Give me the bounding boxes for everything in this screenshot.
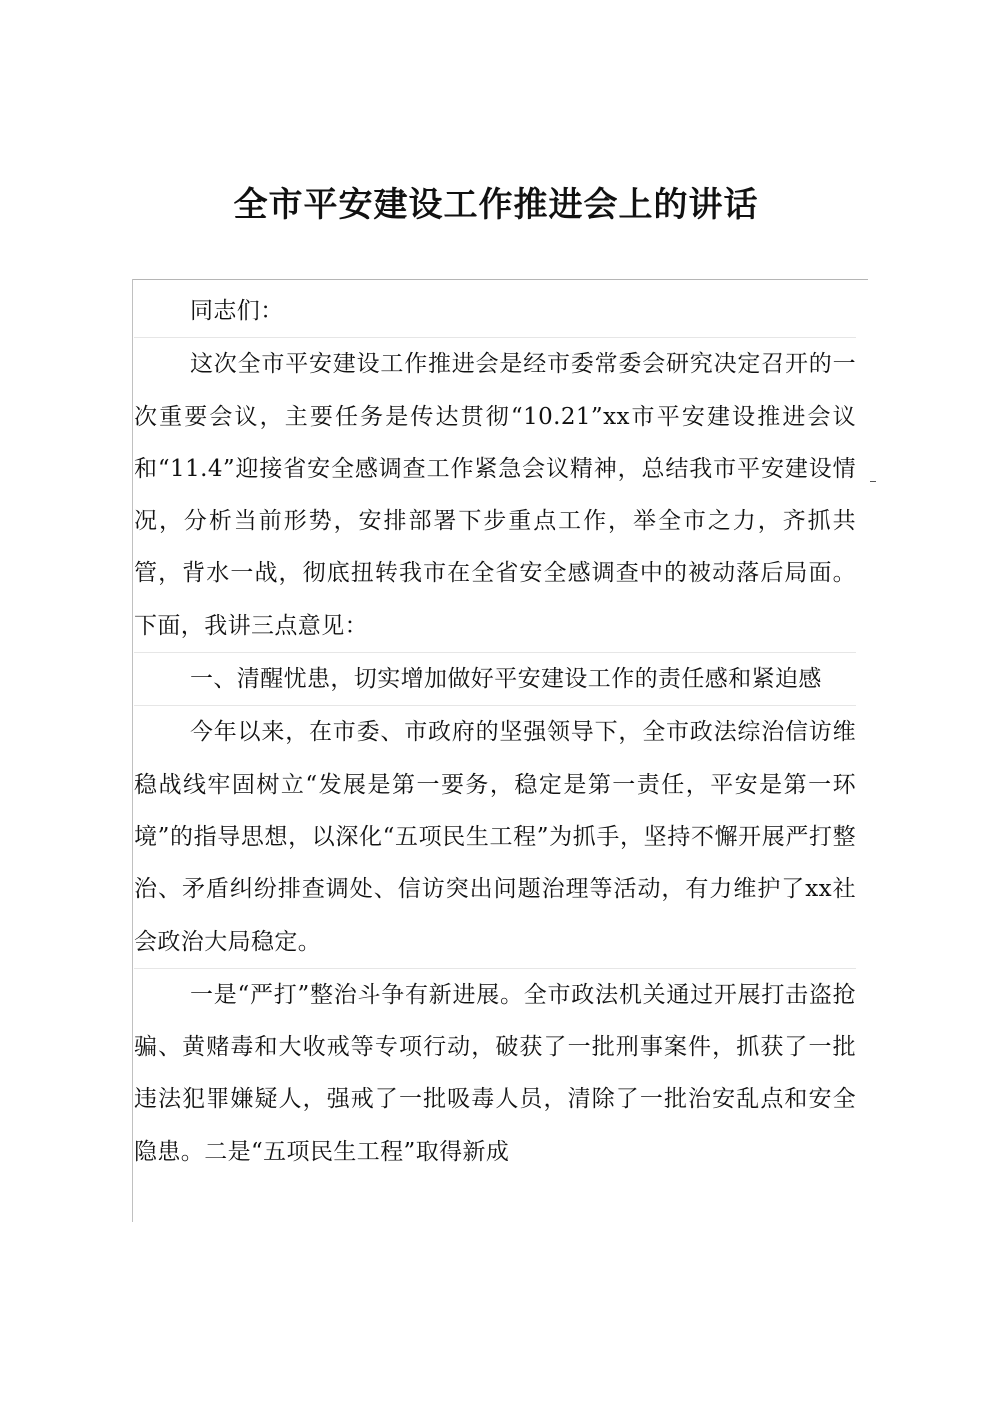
overview-paragraph: 今年以来，在市委、市政府的坚强领导下，全市政法综治信访维稳战线牢固树立“发展是第一要务，稳定是第一责任，平安是第一环境”的指导思想，以深化“五项民生工程”为抓手，坚持不懈开展严打整治、矛盾纠纷排查调处、信访突出问题治理等活动，有力维护了xx社会政治大局稳定。 xyxy=(134,705,856,967)
progress-paragraph: 一是“严打”整治斗争有新进展。全市政法机关通过开展打击盗抢骗、黄赌毒和大收戒等专项行动，破获了一批刑事案件，抓获了一批违法犯罪嫌疑人，强戒了一批吸毒人员，清除了一批治安乱点和安全隐患。二是“五项民生工程”取得新成 xyxy=(134,968,856,1178)
margin-mark xyxy=(870,481,876,482)
table-top-border xyxy=(132,279,868,280)
document-title: 全市平安建设工作推进会上的讲话 xyxy=(233,185,759,225)
salutation-paragraph: 同志们： xyxy=(190,298,284,324)
table-left-border xyxy=(132,279,133,1222)
document-body xyxy=(134,285,856,1178)
section-heading-paragraph: 一、清醒忧患，切实增加做好平安建设工作的责任感和紧迫感 xyxy=(134,652,856,705)
intro-paragraph: 这次全市平安建设工作推进会是经市委常委会研究决定召开的一次重要会议，主要任务是传达贯彻“10.21”xx市平安建设推进会议和“11.4”迎接省安全感调查工作紧急会议精神，总结我市平安建设情况，分析当前形势，安排部署下步重点工作，举全市之力，齐抓共管，背水一战，彻底扭转我市在全省安全感调查中的被动落后局面。下面，我讲三点意见： xyxy=(134,337,856,652)
